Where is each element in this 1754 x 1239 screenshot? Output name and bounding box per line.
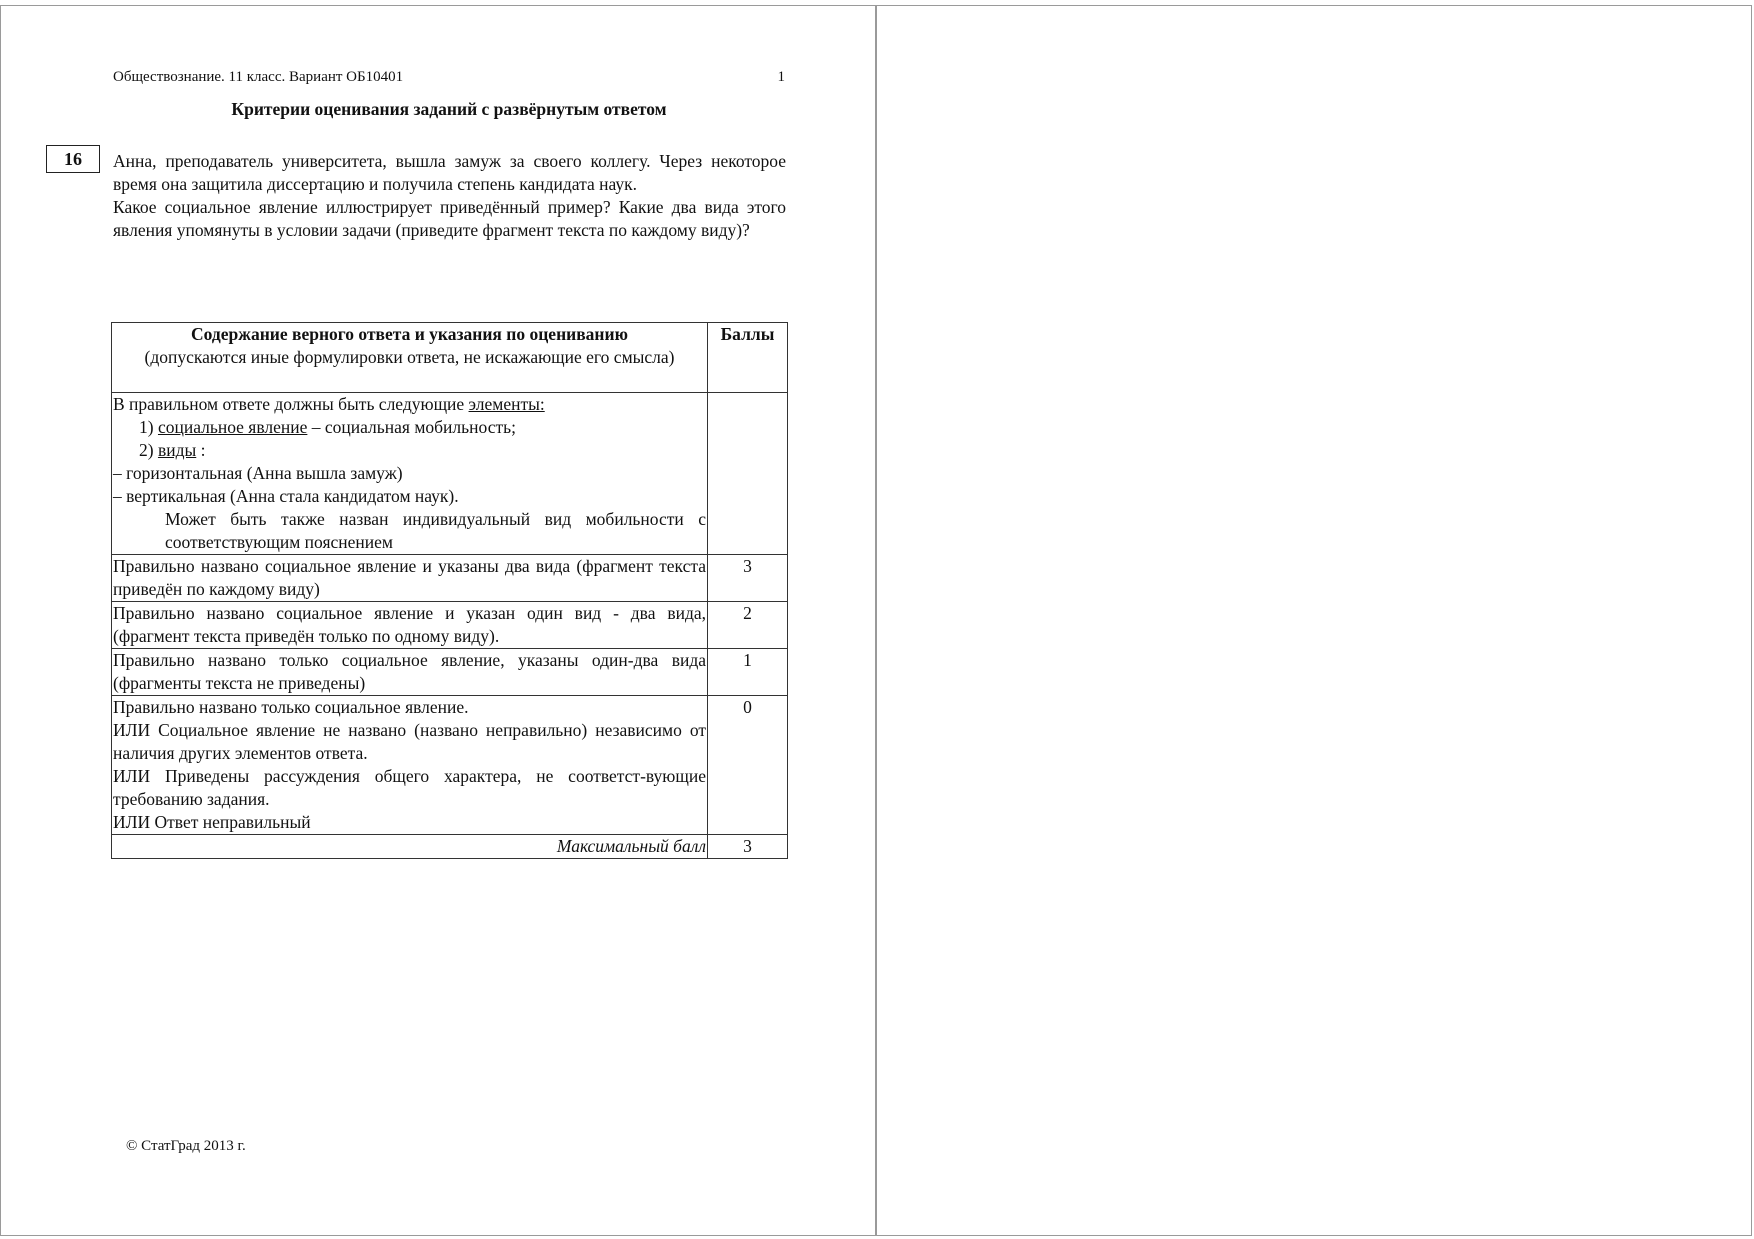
page-title: Критерии оценивания заданий с развёрнутым ответом: [231, 99, 667, 119]
zero-line-1: Правильно названо только социальное явление.: [113, 697, 469, 717]
score-row-1-text: Правильно названо только социальное явление, указаны один-два вида (фрагменты текста не приведены): [112, 649, 708, 696]
criteria-table: [111, 322, 788, 859]
element-item-1-term: социальное явление: [157, 417, 308, 437]
task-number: 16: [46, 145, 100, 173]
element-type-vertical: – вертикальная (Анна стала кандидатом наук).: [113, 486, 459, 506]
element-item-2-rest: :: [196, 440, 206, 460]
element-item-2-num: 2): [139, 440, 158, 460]
score-row-1-score: 1: [708, 649, 788, 696]
score-row-3-text: Правильно названо социальное явление и указаны два вида (фрагмент текста приведён по каждому виду): [112, 555, 708, 602]
elements-row: [112, 393, 788, 555]
score-row-0-text: [112, 696, 708, 835]
zero-line-2: ИЛИ Социальное явление не названо (названо неправильно) независимо от наличия других элементов ответа.: [113, 720, 706, 763]
task-text: [113, 150, 786, 242]
zero-line-4: ИЛИ Ответ неправильный: [113, 812, 311, 832]
element-note: Может быть также назван индивидуальный вид мобильности с соответствующим пояснением: [165, 509, 706, 552]
task-paragraph-1: Анна, преподаватель университета, вышла замуж за своего коллегу. Через некоторое время она защитила диссертацию и получила степень кандидата наук.: [113, 151, 786, 194]
header-content-cell: [112, 323, 708, 393]
zero-line-3: ИЛИ Приведены рассуждения общего характера, не соответст-вующие требованию задания.: [113, 766, 706, 809]
score-row-1: [112, 649, 788, 696]
header-subject: Обществознание. 11 класс. Вариант ОБ10401: [113, 69, 404, 85]
elements-intro-text: В правильном ответе должны быть следующие: [113, 394, 469, 414]
element-item-1-rest: – социальная мобильность;: [307, 417, 516, 437]
max-score-label: Максимальный балл: [112, 835, 708, 859]
copyright: © СтатГрад 2013 г.: [126, 1138, 246, 1154]
elements-intro-underlined: элементы:: [468, 394, 545, 414]
score-row-2-score: 2: [708, 602, 788, 649]
element-item-2: [113, 439, 706, 462]
score-row-3-score: 3: [708, 555, 788, 602]
page-header: [113, 69, 785, 86]
elements-intro: [113, 393, 706, 416]
element-item-1: [113, 416, 706, 439]
score-row-3: [112, 555, 788, 602]
element-item-1-num: 1): [139, 417, 158, 437]
score-row-2-text: Правильно названо социальное явление и указан один вид - два вида, (фрагмент текста приведён только по одному виду).: [112, 602, 708, 649]
header-page-number: 1: [777, 69, 785, 85]
max-score-row: [112, 835, 788, 859]
element-item-2-term: виды: [157, 440, 197, 460]
header-score-cell: Баллы: [708, 323, 788, 393]
header-note-text: (допускаются иные формулировки ответа, не искажающие его смысла): [144, 347, 675, 367]
score-row-0: [112, 696, 788, 835]
page-divider: [875, 5, 877, 1236]
score-row-0-score: 0: [708, 696, 788, 835]
header-bold-text: Содержание верного ответа и указания по оцениванию: [191, 324, 628, 344]
max-score-value: 3: [708, 835, 788, 859]
elements-cell: [112, 393, 708, 555]
task-paragraph-2: Какое социальное явление иллюстрирует приведённый пример? Какие два вида этого явления упомянуты в условии задачи (приведите фрагмент текста по каждому виду)?: [113, 197, 786, 240]
score-row-2: [112, 602, 788, 649]
elements-score-cell: [708, 393, 788, 555]
element-type-horizontal: – горизонтальная (Анна вышла замуж): [113, 463, 403, 483]
table-header-row: [112, 323, 788, 393]
